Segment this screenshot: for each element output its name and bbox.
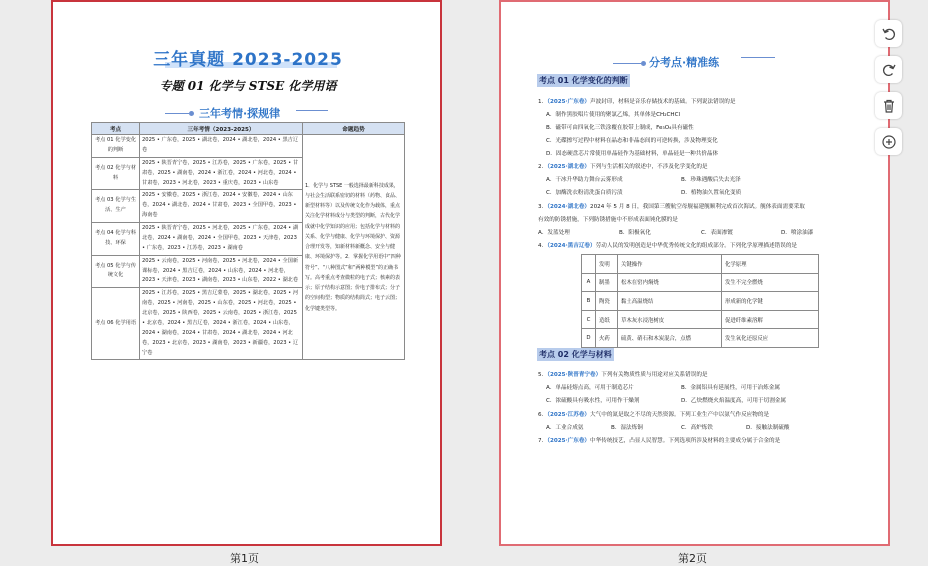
- question-7: [538, 436, 780, 444]
- point-cell: 考点 04 化学与科技、环保: [92, 223, 140, 256]
- question-text: 大气中的氮是取之不尽的天然资源。下列工业生产中以氨气作反应物的是: [590, 412, 770, 418]
- question-source: （2025·湖北卷）: [547, 164, 591, 170]
- option: C．浓硫酸具有吸水性，可用作干燥剂: [546, 398, 640, 404]
- question-6: [538, 410, 769, 418]
- table-row: [582, 273, 819, 292]
- table-cell: D: [582, 329, 596, 348]
- table-cell: 松木在窑内焖烧: [618, 273, 722, 292]
- add-page-button[interactable]: [875, 128, 902, 155]
- invention-table: [581, 254, 819, 348]
- page-1[interactable]: [51, 0, 442, 546]
- question-number: 1．: [538, 99, 548, 105]
- question-2: [538, 162, 708, 170]
- years-cell: 2025 • 安徽卷，2025 • 浙江卷，2024 • 安徽卷，2024 • 山东卷，2024 • 湖北卷，2024 • 甘肃卷，2023 • 全国甲卷，2023 • 海南卷: [140, 190, 303, 223]
- table-row: [92, 135, 405, 158]
- option: A．单晶硅熔点高，可用于制造芯片: [546, 385, 634, 391]
- table-cell: A: [582, 273, 596, 292]
- topic-title: 专题 01 化学与 STSE 化学用语: [159, 79, 337, 93]
- page-tools: [875, 20, 903, 164]
- table-header-row: [582, 255, 819, 274]
- option: C．光碟擦写过程中材料在晶态和非晶态间的可逆转换，涉及物理变化: [546, 138, 718, 144]
- table-header: 考点: [92, 123, 140, 135]
- question-text: 2024 年 5 月 8 日，我国第三艘航空母舰福建舰顺利完成首次海试。舰体表面需要采取: [590, 204, 805, 210]
- question-1: [538, 97, 735, 105]
- table-row: [582, 292, 819, 311]
- table-header: 三年考情（2023-2025）: [140, 123, 303, 135]
- question-3: [538, 202, 805, 210]
- section-line-left: [613, 63, 641, 64]
- years-cell: 2025 • 陕晋青宁卷，2025 • 河北卷，2025 • 广东卷，2024 • 湖北卷，2024 • 湖南卷，2024 • 全国甲卷，2023 • 天津卷，2023 • 广东卷，2023 • 江苏卷，2023 • 湖南卷: [140, 223, 303, 256]
- option: A．干冰升华助力舞台云雾形成: [546, 177, 623, 183]
- page-1-label: 第1页: [230, 552, 259, 565]
- table-cell: 硫黄、硝石和木炭混合，点燃: [618, 329, 722, 348]
- option: D．乙炔燃烧火焰温度高，可用于切割金属: [681, 398, 786, 404]
- table-cell: 化学原理: [722, 255, 819, 274]
- table-cell: [582, 255, 596, 274]
- question-text: 声波封印，材料是音乐存储技术的基础。下列说法错误的是: [590, 99, 736, 105]
- years-cell: 2025 • 江苏卷，2025 • 黑吉辽蒙卷，2025 • 湖北卷，2025 • 河南卷，2025 • 河南卷，2025 • 山东卷，2025 • 河北卷，2025 • 北京卷，2025 • 陕西卷，2025 • 云南卷，2025 • 浙江卷，2025 • 北京卷，2024 • 黑吉辽卷，2024 • 浙江卷，2024 • 山东卷，2024 • 湖南卷，2024 • 甘肃卷，2024 • 湖北卷，2024 • 河北卷，2023 • 北京卷，2023 • 湖南卷，2023 • 新疆卷，2023 • 辽宁卷: [140, 288, 303, 360]
- section-heading: 三年考情·探规律: [199, 107, 281, 120]
- question-number: 5．: [538, 372, 548, 378]
- option: D．植物油久置氧化变质: [681, 190, 742, 196]
- option: D．接触法制硫酸: [746, 425, 790, 431]
- add-page-icon: [881, 134, 897, 150]
- question-source: （2025·广东卷）: [547, 99, 591, 105]
- question-text: 劳动人民的发明创造是中华优秀传统文化的组成部分。下列化学原理描述错误的是: [595, 243, 798, 249]
- option: C．表面渗镀: [701, 230, 733, 236]
- topic-tag-2: 考点 02 化学与材料: [539, 350, 612, 359]
- table-cell: 火药: [596, 329, 618, 348]
- option: B．珍珠遇酸后失去光泽: [681, 177, 741, 183]
- table-header: 命题趋势: [303, 123, 405, 135]
- section-heading: 分考点·精准练: [649, 56, 720, 69]
- question-number: 3．: [538, 204, 548, 210]
- rotate-right-icon: [881, 62, 897, 78]
- table-cell: 制墨: [596, 273, 618, 292]
- question-number: 2．: [538, 164, 548, 170]
- question-3-continued: 有效的防锈措施，下列防锈措施中不形成表面钝化膜的是: [538, 217, 678, 223]
- question-text: 中华传统技艺，凸显人民智慧。下列选项所涉及材料的主要成分属于合金的是: [590, 438, 781, 444]
- question-text: 下列与生活相关的叙述中，不涉及化学变化的是: [590, 164, 708, 170]
- question-number: 7．: [538, 438, 548, 444]
- table-cell: 发明: [596, 255, 618, 274]
- question-source: （2024·湖北卷）: [547, 204, 591, 210]
- point-cell: 考点 02 化学与材料: [92, 157, 140, 190]
- option: C．加酶洗衣粉清洗蛋白质污渍: [546, 190, 623, 196]
- table-cell: B: [582, 292, 596, 311]
- years-cell: 2025 • 云南卷，2025 • 河南卷，2025 • 河北卷，2024 • 全国新课标卷，2024 • 黑吉辽卷，2024 • 山东卷，2024 • 河北卷，2023 • 天津卷，2023 • 湖南卷，2023 • 山东卷，2022 • 湖北卷: [140, 255, 303, 288]
- section-line-right: [296, 110, 328, 111]
- table-cell: 造纸: [596, 310, 618, 329]
- trend-cell: 1．化学与 STSE 一般选择最新科技成果，与社会生活联系密切的材料（药物、食品、新型材料等）以及传统文化作为载体，重点关注化学材料成分与类型的判断，古代化学成就中化学知识的应用；包括化学与材料的关系、化学与健康、化学与环境保护、资源合理开发等，知新材料新概念、安全与健康、环境保护等。2．掌握化学用语中“四种符号”、“八种图式”和“两种模型”的正确书写。高考重点考查微粒的电子式；核素的表示；原子结构示意图；价电子排布式；分子的空间构型；物质的结构简式；电子云图；化学键类型等。: [303, 135, 405, 360]
- question-source: （2025·广东卷）: [547, 438, 591, 444]
- page-2-label: 第2页: [678, 552, 707, 565]
- rotate-left-icon: [881, 26, 897, 42]
- question-number: 6．: [538, 412, 548, 418]
- question-5: [538, 370, 708, 378]
- point-cell: 考点 05 化学与传统文化: [92, 255, 140, 288]
- table-cell: 草木灰水浸泡树皮: [618, 310, 722, 329]
- section-line-right: [741, 57, 775, 58]
- table-cell: 形成新的化学键: [722, 292, 819, 311]
- table-cell: 促进纤维素溶解: [722, 310, 819, 329]
- point-cell: 考点 03 化学与生活、生产: [92, 190, 140, 223]
- table-row: [582, 310, 819, 329]
- years-cell: 2025 • 陕晋青宁卷，2025 • 江苏卷，2025 • 广东卷，2025 • 甘肃卷，2025 • 湖南卷，2024 • 浙江卷，2024 • 河北卷，2024 • 甘肃卷，2023 • 河北卷，2023 • 重庆卷，2023 • 山东卷: [140, 157, 303, 190]
- option: B．金属铝具有延展性，可用于冶炼金属: [681, 385, 780, 391]
- table-cell: 发生氧化还原反应: [722, 329, 819, 348]
- table-row: [582, 329, 819, 348]
- table-header-row: [92, 123, 405, 135]
- rotate-right-button[interactable]: [875, 56, 902, 83]
- option: B．阳极氧化: [619, 230, 651, 236]
- table-cell: 陶瓷: [596, 292, 618, 311]
- section-line-left: [165, 113, 189, 114]
- page-2[interactable]: [499, 0, 890, 546]
- delete-icon: [881, 98, 897, 114]
- question-number: 4．: [538, 243, 548, 249]
- table-cell: 黏土高温烧结: [618, 292, 722, 311]
- section-dot-left: [641, 61, 646, 66]
- option: D．喷涂油漆: [781, 230, 814, 236]
- exam-table: [91, 122, 405, 360]
- question-source: （2025·陕晋青宁卷）: [547, 372, 602, 378]
- option: B．磁带可由四氧化三铁涂覆在胶带上制成，Fe₃O₄具有磁性: [546, 125, 694, 131]
- table-cell: 关键操作: [618, 255, 722, 274]
- question-source: （2024·黑吉辽卷）: [547, 243, 596, 249]
- question-text: 下列有关物质性质与用途对应关系错误的是: [601, 372, 708, 378]
- point-cell: 考点 06 化学用语: [92, 288, 140, 360]
- option: B．湿法炼铜: [611, 425, 643, 431]
- option: C．高炉炼铁: [681, 425, 713, 431]
- point-cell: 考点 01 化学变化的判断: [92, 135, 140, 158]
- option: A．制作黑胶唱片使用的聚氯乙烯，其单体是CH₂CHCl: [546, 112, 681, 118]
- question-source: （2025·江苏卷）: [547, 412, 591, 418]
- topic-tag-1: 考点 01 化学变化的判断: [539, 76, 628, 85]
- option: A．发蓝处理: [538, 230, 570, 236]
- section-dot-left: [189, 111, 194, 116]
- delete-page-button[interactable]: [875, 92, 902, 119]
- option: A．工业合成氨: [546, 425, 584, 431]
- option: D．固态硬盘芯片常使用单晶硅作为基础材料，单晶硅是一种共价晶体: [546, 151, 719, 157]
- question-4: [538, 241, 797, 249]
- table-cell: 发生不完全燃烧: [722, 273, 819, 292]
- rotate-left-button[interactable]: [875, 20, 902, 47]
- table-cell: C: [582, 310, 596, 329]
- banner-title: 三年真题 2023-2025: [153, 50, 343, 70]
- years-cell: 2025 • 广东卷，2025 • 湖北卷，2024 • 湖北卷，2024 • 黑吉辽卷: [140, 135, 303, 158]
